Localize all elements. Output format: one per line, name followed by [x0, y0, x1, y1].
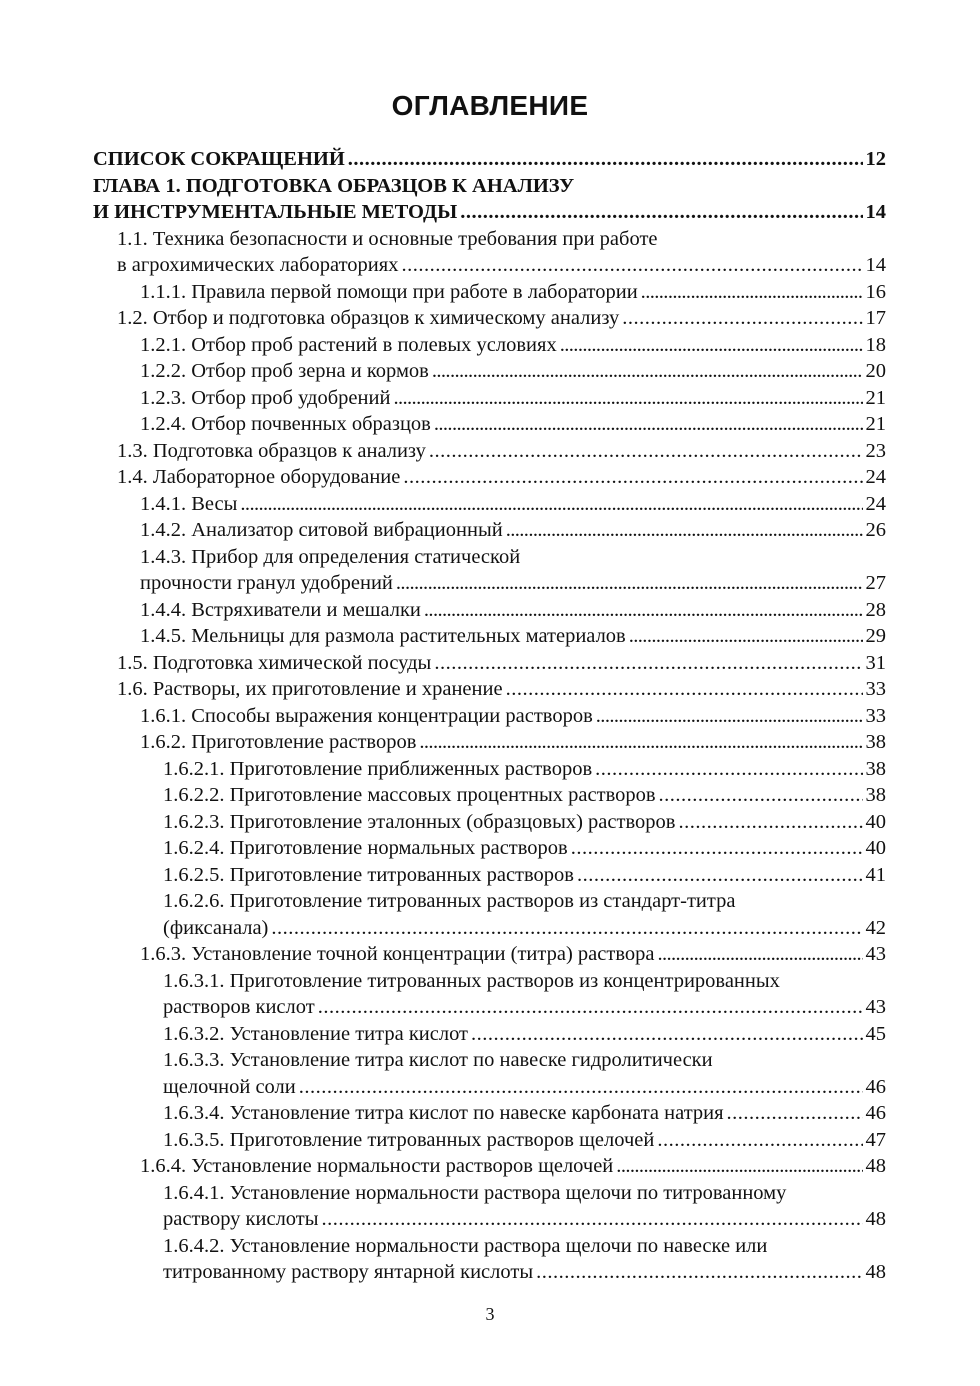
toc-entry[interactable]: [0, 888, 980, 941]
toc-entry-page: 18: [865, 333, 886, 356]
toc-entry-page: 42: [865, 916, 886, 939]
toc-entry-page: 46: [865, 1102, 886, 1124]
dot-leader: [678, 809, 862, 836]
toc-entry[interactable]: [0, 146, 980, 173]
toc-entry-title: (фиксанала): [163, 916, 269, 939]
toc-entry[interactable]: [0, 385, 980, 412]
toc-entry-title: 1.6.3.2. Установление титра кислот: [163, 1022, 469, 1045]
dot-leader: [396, 570, 863, 597]
page-number: 3: [485, 1304, 495, 1324]
toc-entry-first-line: 1.6.4.2. Установление нормальности раствора щелочи по навеске или: [163, 1234, 768, 1257]
toc-entry-title: 1.6.3.5. Приготовление титрованных растворов щелочей: [163, 1128, 655, 1151]
toc-entry-title: 1.6.2.2. Приготовление массовых процентных растворов: [163, 784, 656, 806]
toc-entry[interactable]: [0, 491, 980, 518]
toc-list: [0, 146, 980, 1286]
toc-entry[interactable]: [0, 676, 980, 703]
toc-entry[interactable]: [0, 358, 980, 385]
toc-entry-title: 1.6.2.3. Приготовление эталонных (образцовых) растворов: [163, 810, 676, 833]
toc-entry[interactable]: [0, 703, 980, 730]
toc-entry[interactable]: [0, 279, 980, 306]
toc-entry-page: 45: [865, 1022, 886, 1045]
toc-entry[interactable]: [0, 226, 980, 279]
dot-leader: [424, 597, 863, 624]
dot-leader: [616, 1153, 862, 1180]
toc-entry[interactable]: [0, 835, 980, 862]
toc-entry[interactable]: [0, 862, 980, 889]
toc-entry-title: И ИНСТРУМЕНТАЛЬНЫЕ МЕТОДЫ: [93, 201, 458, 223]
toc-entry-page: 31: [865, 651, 886, 674]
dot-leader: [393, 385, 862, 412]
dot-leader: [271, 915, 862, 942]
toc-entry-title: растворов кислот: [163, 996, 315, 1018]
toc-entry[interactable]: [0, 623, 980, 650]
toc-entry-title: 1.2. Отбор и подготовка образцов к химическому анализу: [117, 307, 620, 329]
dot-leader: [401, 252, 862, 279]
toc-entry-title: 1.3. Подготовка образцов к анализу: [117, 439, 426, 462]
toc-entry-page: 29: [865, 625, 886, 647]
toc-entry-page: 43: [865, 943, 886, 965]
toc-entry-title: титрованному раствору янтарной кислоты: [163, 1261, 534, 1283]
toc-entry-page: 38: [865, 731, 886, 753]
dot-leader: [560, 332, 863, 359]
toc-entry-title: прочности гранул удобрений: [140, 572, 393, 594]
toc-entry-first-line: ГЛАВА 1. ПОДГОТОВКА ОБРАЗЦОВ К АНАЛИЗУ: [93, 174, 575, 197]
toc-entry-title: 1.1.1. Правила первой помощи при работе в лаборатории: [140, 280, 638, 303]
toc-entry-page: 23: [865, 439, 886, 462]
toc-entry-page: 20: [865, 360, 886, 382]
dot-leader: [348, 146, 863, 173]
toc-entry-title: 1.5. Подготовка химической посуды: [117, 651, 432, 674]
toc-entry-page: 24: [865, 492, 886, 515]
dot-leader: [460, 199, 862, 226]
dot-leader: [577, 862, 863, 889]
toc-entry[interactable]: [0, 1233, 980, 1286]
toc-entry[interactable]: [0, 650, 980, 677]
toc-entry[interactable]: [0, 517, 980, 544]
dot-leader: [322, 1206, 863, 1233]
toc-entry-first-line: 1.4.3. Прибор для определения статической: [140, 545, 521, 568]
toc-entry[interactable]: [0, 173, 980, 226]
toc-entry-page: 48: [865, 1155, 886, 1177]
toc-entry[interactable]: [0, 332, 980, 359]
dot-leader: [429, 438, 863, 465]
toc-entry[interactable]: [0, 782, 980, 809]
toc-entry-title: 1.4.4. Встряхиватели и мешалки: [140, 598, 421, 621]
dot-leader: [240, 491, 862, 518]
toc-entry-title: в агрохимических лабораториях: [117, 254, 399, 276]
dot-leader: [571, 835, 863, 862]
dot-leader: [318, 994, 863, 1021]
dot-leader: [299, 1074, 863, 1101]
toc-entry-page: 21: [865, 413, 886, 435]
toc-entry-title: 1.4. Лабораторное оборудование: [117, 466, 401, 488]
dot-leader: [506, 517, 863, 544]
toc-entry-page: 28: [865, 598, 886, 621]
toc-entry[interactable]: [0, 411, 980, 438]
toc-entry-page: 16: [865, 280, 886, 303]
toc-entry[interactable]: [0, 1180, 980, 1233]
toc-entry-page: 43: [865, 996, 886, 1018]
toc-entry[interactable]: [0, 1153, 980, 1180]
toc-entry-title: 1.6.3. Установление точной концентрации (титра) раствора: [140, 943, 655, 965]
dot-leader: [471, 1021, 862, 1048]
toc-entry-title: 1.6.1. Способы выражения концентрации растворов: [140, 704, 593, 727]
toc-entry-title: 1.6.2.1. Приготовление приближенных растворов: [163, 757, 593, 780]
toc-entry-title: 1.4.2. Анализатор ситовой вибрационный: [140, 519, 503, 541]
toc-entry-page: 24: [865, 466, 886, 488]
dot-leader: [727, 1100, 863, 1127]
toc-entry-page: 40: [865, 837, 886, 859]
toc-entry-title: 1.6.4. Установление нормальности растворов щелочей: [140, 1155, 614, 1177]
toc-entry-page: 26: [865, 519, 886, 541]
toc-entry-title: 1.6. Растворы, их приготовление и хранение: [117, 678, 503, 700]
toc-entry-page: 17: [865, 307, 886, 329]
toc-entry-first-line: 1.1. Техника безопасности и основные требования при работе: [117, 227, 658, 250]
toc-entry-title: 1.6.3.4. Установление титра кислот по навеске карбоната натрия: [163, 1102, 724, 1124]
toc-entry[interactable]: [0, 1127, 980, 1154]
toc-entry-first-line: 1.6.2.6. Приготовление титрованных растворов из стандарт-титра: [163, 890, 736, 912]
toc-entry-title: раствору кислоты: [163, 1208, 319, 1230]
toc-entry-title: СПИСОК СОКРАЩЕНИЙ: [93, 148, 345, 170]
dot-leader: [403, 464, 862, 491]
toc-entry[interactable]: [0, 756, 980, 783]
toc-entry[interactable]: [0, 1047, 980, 1100]
toc-entry-title: 1.2.1. Отбор проб растений в полевых условиях: [140, 333, 557, 356]
toc-entry-page: 38: [865, 757, 886, 780]
toc-entry[interactable]: [0, 1021, 980, 1048]
toc-entry-page: 47: [865, 1128, 886, 1151]
toc-entry-page: 41: [865, 863, 886, 886]
dot-leader: [506, 676, 863, 703]
dot-leader: [434, 650, 862, 677]
toc-entry-page: 33: [865, 678, 886, 700]
dot-leader: [434, 411, 863, 438]
dot-leader: [657, 1127, 862, 1154]
dot-leader: [595, 756, 862, 783]
toc-entry-page: 38: [865, 784, 886, 806]
toc-entry-page: 48: [865, 1261, 886, 1283]
toc-entry[interactable]: [0, 809, 980, 836]
dot-leader: [641, 279, 863, 306]
toc-entry-page: 48: [865, 1208, 886, 1230]
toc-entry[interactable]: [0, 1100, 980, 1127]
toc-entry-first-line: 1.6.4.1. Установление нормальности раствора щелочи по титрованному: [163, 1181, 787, 1204]
toc-entry-title: щелочной соли: [163, 1075, 296, 1098]
toc-title: ОГЛАВЛЕНИЕ: [391, 90, 589, 121]
toc-entry-first-line: 1.6.3.1. Приготовление титрованных растворов из концентрированных: [163, 969, 780, 992]
toc-entry-page: 21: [865, 386, 886, 409]
toc-entry-title: 1.2.4. Отбор почвенных образцов: [140, 413, 431, 435]
dot-leader: [657, 941, 862, 968]
dot-leader: [419, 729, 862, 756]
toc-entry-page: 46: [865, 1075, 886, 1098]
dot-leader: [596, 703, 863, 730]
toc-entry-title: 1.6.2.5. Приготовление титрованных растворов: [163, 863, 574, 886]
toc-entry-title: 1.2.3. Отбор проб удобрений: [140, 386, 391, 409]
dot-leader: [536, 1259, 862, 1286]
toc-entry[interactable]: [0, 968, 980, 1021]
toc-entry[interactable]: [0, 438, 980, 465]
toc-entry-page: 40: [865, 810, 886, 833]
dot-leader: [622, 305, 862, 332]
toc-entry-title: 1.6.2. Приготовление растворов: [140, 731, 417, 753]
toc-entry-page: 14: [865, 201, 886, 223]
toc-entry[interactable]: [0, 729, 980, 756]
toc-entry-title: 1.4.5. Мельницы для размола растительных материалов: [140, 625, 626, 647]
dot-leader: [629, 623, 863, 650]
toc-entry[interactable]: [0, 464, 980, 491]
toc-entry[interactable]: [0, 305, 980, 332]
toc-entry-page: 33: [865, 704, 886, 727]
toc-entry[interactable]: [0, 941, 980, 968]
toc-entry-title: 1.6.2.4. Приготовление нормальных растворов: [163, 837, 568, 859]
toc-entry-first-line: 1.6.3.3. Установление титра кислот по навеске гидролитически: [163, 1049, 713, 1071]
dot-leader: [432, 358, 863, 385]
toc-entry-title: 1.4.1. Весы: [140, 492, 238, 515]
toc-entry[interactable]: [0, 597, 980, 624]
toc-entry-page: 12: [865, 148, 886, 170]
toc-entry-page: 27: [865, 572, 886, 594]
toc-entry-page: 14: [865, 254, 886, 276]
toc-entry[interactable]: [0, 544, 980, 597]
toc-entry-title: 1.2.2. Отбор проб зерна и кормов: [140, 360, 429, 382]
dot-leader: [659, 782, 863, 809]
